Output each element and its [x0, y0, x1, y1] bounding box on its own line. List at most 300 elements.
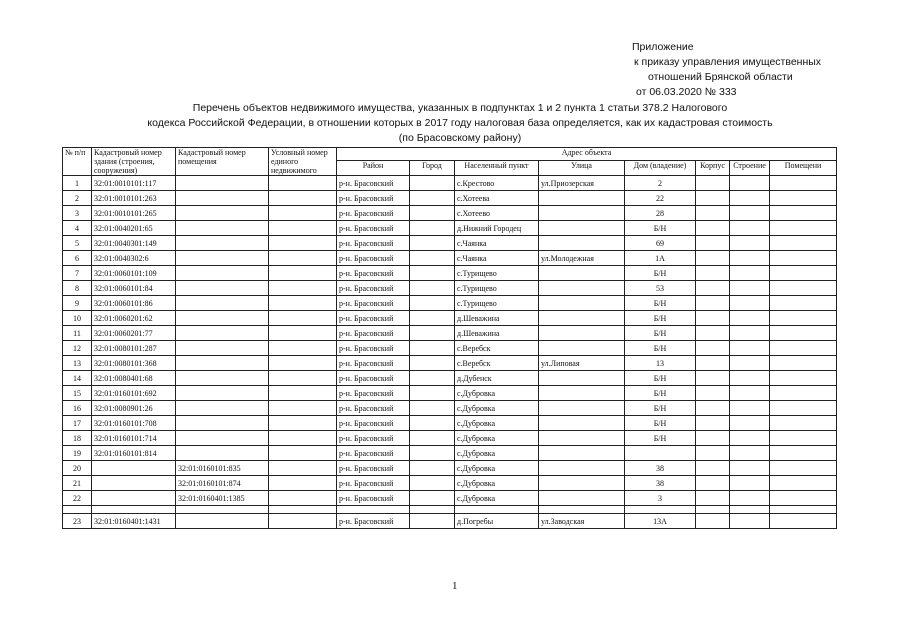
- cad-premises-cell: [176, 431, 269, 446]
- locality-cell: с.Турищево: [455, 296, 539, 311]
- table-row: [63, 514, 837, 529]
- street-cell: [539, 386, 625, 401]
- row-number-cell: 14: [63, 371, 92, 386]
- pomeshchenie-cell: [770, 326, 837, 341]
- street-cell: [539, 296, 625, 311]
- pomeshchenie-cell: [770, 341, 837, 356]
- pomeshchenie-cell: [770, 266, 837, 281]
- street-cell: [539, 461, 625, 476]
- locality-cell: д.Шеважина: [455, 311, 539, 326]
- cad-building-cell: 32:01:0060101:86: [92, 296, 176, 311]
- cad-building-cell: 32:01:0080901:26: [92, 401, 176, 416]
- locality-cell: с.Турищево: [455, 281, 539, 296]
- house-cell: Б/Н: [625, 416, 696, 431]
- cond-number-cell: [269, 341, 337, 356]
- city-cell: [410, 431, 455, 446]
- street-cell: [539, 206, 625, 221]
- locality-cell: д.Погребы: [455, 514, 539, 529]
- locality-cell: с.Крестово: [455, 176, 539, 191]
- house-cell: Б/Н: [625, 296, 696, 311]
- row-number-cell: 1: [63, 176, 92, 191]
- stroenie-cell: [730, 266, 770, 281]
- cad-building-cell: [92, 461, 176, 476]
- row-number-cell: 5: [63, 236, 92, 251]
- table-row: [63, 281, 837, 296]
- cond-number-cell: [269, 416, 337, 431]
- row-number-cell: 2: [63, 191, 92, 206]
- row-number-cell: 20: [63, 461, 92, 476]
- cond-number-cell: [269, 206, 337, 221]
- street-cell: ул.Заводская: [539, 514, 625, 529]
- row-number-cell: 12: [63, 341, 92, 356]
- korpus-cell: [696, 431, 730, 446]
- stroenie-cell: [730, 476, 770, 491]
- locality-cell: с.Веребск: [455, 341, 539, 356]
- district-cell: р-н. Брасовский: [337, 356, 410, 371]
- korpus-cell: [696, 281, 730, 296]
- street-cell: ул.Молодежная: [539, 251, 625, 266]
- cad-premises-cell: [176, 446, 269, 461]
- district-cell: р-н. Брасовский: [337, 386, 410, 401]
- row-number-cell: 11: [63, 326, 92, 341]
- pomeshchenie-cell: [770, 446, 837, 461]
- district-cell: р-н. Брасовский: [337, 281, 410, 296]
- row-number-cell: 4: [63, 221, 92, 236]
- cad-building-cell: 32:01:0010101:263: [92, 191, 176, 206]
- row-number-cell: 21: [63, 476, 92, 491]
- district-cell: р-н. Брасовский: [337, 191, 410, 206]
- pomeshchenie-cell: [770, 371, 837, 386]
- city-cell: [410, 221, 455, 236]
- cad-building-cell: 32:01:0160101:692: [92, 386, 176, 401]
- street-cell: [539, 221, 625, 236]
- house-cell: 22: [625, 191, 696, 206]
- cond-number-cell: [269, 446, 337, 461]
- district-cell: р-н. Брасовский: [337, 311, 410, 326]
- city-cell: [410, 236, 455, 251]
- table-row: [63, 446, 837, 461]
- order-authority: отношений Брянской области: [648, 71, 793, 83]
- stroenie-cell: [730, 371, 770, 386]
- street-cell: [539, 401, 625, 416]
- stroenie-cell: [730, 356, 770, 371]
- city-cell: [410, 356, 455, 371]
- street-cell: [539, 266, 625, 281]
- korpus-cell: [696, 356, 730, 371]
- district-cell: р-н. Брасовский: [337, 236, 410, 251]
- col-korpus-header: Корпус: [696, 160, 730, 175]
- street-cell: [539, 416, 625, 431]
- table-row: [63, 491, 837, 506]
- spacer-cell: [730, 506, 770, 514]
- cad-building-cell: 32:01:0060201:62: [92, 311, 176, 326]
- order-date-number: от 06.03.2020 № 333: [636, 86, 737, 98]
- cad-premises-cell: [176, 326, 269, 341]
- city-cell: [410, 191, 455, 206]
- house-cell: 38: [625, 461, 696, 476]
- table-row: [63, 221, 837, 236]
- stroenie-cell: [730, 311, 770, 326]
- city-cell: [410, 386, 455, 401]
- street-cell: ул.Приозерская: [539, 176, 625, 191]
- cad-premises-cell: [176, 266, 269, 281]
- cond-number-cell: [269, 191, 337, 206]
- cad-building-cell: [92, 476, 176, 491]
- stroenie-cell: [730, 176, 770, 191]
- cond-number-cell: [269, 356, 337, 371]
- cond-number-cell: [269, 176, 337, 191]
- stroenie-cell: [730, 431, 770, 446]
- district-cell: р-н. Брасовский: [337, 431, 410, 446]
- title-line-3: (по Брасовскому району): [398, 132, 522, 144]
- stroenie-cell: [730, 461, 770, 476]
- korpus-cell: [696, 296, 730, 311]
- page-number: 1: [452, 580, 458, 592]
- korpus-cell: [696, 176, 730, 191]
- spacer-cell: [410, 506, 455, 514]
- cad-building-cell: 32:01:0010101:117: [92, 176, 176, 191]
- house-cell: 69: [625, 236, 696, 251]
- row-number-cell: 22: [63, 491, 92, 506]
- cond-number-cell: [269, 401, 337, 416]
- cad-premises-cell: [176, 206, 269, 221]
- cad-premises-cell: 32:01:0160101:835: [176, 461, 269, 476]
- cond-number-cell: [269, 476, 337, 491]
- table-row: [63, 416, 837, 431]
- street-cell: [539, 281, 625, 296]
- district-cell: р-н. Брасовский: [337, 326, 410, 341]
- spacer-cell: [625, 506, 696, 514]
- house-cell: 53: [625, 281, 696, 296]
- pomeshchenie-cell: [770, 176, 837, 191]
- city-cell: [410, 311, 455, 326]
- korpus-cell: [696, 371, 730, 386]
- row-number-cell: 13: [63, 356, 92, 371]
- table-row: [63, 401, 837, 416]
- locality-cell: с.Хотеева: [455, 191, 539, 206]
- cad-premises-cell: [176, 341, 269, 356]
- stroenie-cell: [730, 281, 770, 296]
- house-cell: Б/Н: [625, 326, 696, 341]
- stroenie-cell: [730, 296, 770, 311]
- korpus-cell: [696, 266, 730, 281]
- street-cell: [539, 191, 625, 206]
- cond-number-cell: [269, 281, 337, 296]
- table-row: [63, 386, 837, 401]
- district-cell: р-н. Брасовский: [337, 206, 410, 221]
- korpus-cell: [696, 491, 730, 506]
- cond-number-cell: [269, 431, 337, 446]
- city-cell: [410, 281, 455, 296]
- district-cell: р-н. Брасовский: [337, 266, 410, 281]
- col-city-header: Город: [410, 160, 455, 175]
- cad-premises-cell: [176, 236, 269, 251]
- street-cell: [539, 341, 625, 356]
- house-cell: Б/Н: [625, 431, 696, 446]
- cond-number-cell: [269, 221, 337, 236]
- korpus-cell: [696, 221, 730, 236]
- cond-number-cell: [269, 266, 337, 281]
- cad-premises-cell: [176, 386, 269, 401]
- korpus-cell: [696, 191, 730, 206]
- table-row: [63, 236, 837, 251]
- pomeshchenie-cell: [770, 236, 837, 251]
- cad-building-cell: 32:01:0040302:6: [92, 251, 176, 266]
- col-cad-premises-header: Кадастровый номер помещения: [176, 148, 269, 176]
- house-cell: Б/Н: [625, 341, 696, 356]
- district-cell: р-н. Брасовский: [337, 176, 410, 191]
- locality-cell: с.Дубровка: [455, 461, 539, 476]
- row-number-cell: 17: [63, 416, 92, 431]
- table-row: [63, 191, 837, 206]
- stroenie-cell: [730, 386, 770, 401]
- spacer-cell: [63, 506, 92, 514]
- city-cell: [410, 371, 455, 386]
- spacer-cell: [92, 506, 176, 514]
- house-cell: 3: [625, 491, 696, 506]
- cond-number-cell: [269, 236, 337, 251]
- street-cell: [539, 371, 625, 386]
- pomeshchenie-cell: [770, 491, 837, 506]
- district-cell: р-н. Брасовский: [337, 491, 410, 506]
- locality-cell: с.Чаянка: [455, 236, 539, 251]
- stroenie-cell: [730, 341, 770, 356]
- korpus-cell: [696, 251, 730, 266]
- district-cell: р-н. Брасовский: [337, 401, 410, 416]
- house-cell: Б/Н: [625, 386, 696, 401]
- col-house-header: Дом (владение): [625, 160, 696, 175]
- spacer-cell: [696, 506, 730, 514]
- city-cell: [410, 266, 455, 281]
- cond-number-cell: [269, 311, 337, 326]
- cad-premises-cell: [176, 281, 269, 296]
- row-number-cell: 10: [63, 311, 92, 326]
- house-cell: Б/Н: [625, 311, 696, 326]
- pomeshchenie-cell: [770, 416, 837, 431]
- district-cell: р-н. Брасовский: [337, 476, 410, 491]
- district-cell: р-н. Брасовский: [337, 251, 410, 266]
- table-row: [63, 251, 837, 266]
- stroenie-cell: [730, 514, 770, 529]
- row-number-cell: 19: [63, 446, 92, 461]
- cond-number-cell: [269, 461, 337, 476]
- city-cell: [410, 476, 455, 491]
- korpus-cell: [696, 476, 730, 491]
- cad-building-cell: [92, 491, 176, 506]
- city-cell: [410, 176, 455, 191]
- header-row: [63, 148, 837, 161]
- pomeshchenie-cell: [770, 431, 837, 446]
- locality-cell: с.Веребск: [455, 356, 539, 371]
- stroenie-cell: [730, 191, 770, 206]
- row-number-cell: 9: [63, 296, 92, 311]
- col-district-header: Район: [337, 160, 410, 175]
- cad-premises-cell: [176, 176, 269, 191]
- cond-number-cell: [269, 251, 337, 266]
- korpus-cell: [696, 236, 730, 251]
- street-cell: ул.Липовая: [539, 356, 625, 371]
- pomeshchenie-cell: [770, 251, 837, 266]
- row-number-cell: 15: [63, 386, 92, 401]
- stroenie-cell: [730, 206, 770, 221]
- pomeshchenie-cell: [770, 311, 837, 326]
- cad-building-cell: 32:01:0010101:265: [92, 206, 176, 221]
- city-cell: [410, 461, 455, 476]
- table-row: [63, 461, 837, 476]
- pomeshchenie-cell: [770, 386, 837, 401]
- cad-building-cell: 32:01:0060201:77: [92, 326, 176, 341]
- locality-cell: с.Дубровка: [455, 476, 539, 491]
- korpus-cell: [696, 514, 730, 529]
- table-row: [63, 476, 837, 491]
- spacer-cell: [539, 506, 625, 514]
- locality-cell: с.Дубровка: [455, 416, 539, 431]
- locality-cell: с.Дубровка: [455, 401, 539, 416]
- cad-building-cell: 32:01:0160101:814: [92, 446, 176, 461]
- cond-number-cell: [269, 386, 337, 401]
- house-cell: Б/Н: [625, 371, 696, 386]
- spacer-cell: [770, 506, 837, 514]
- table-row: [63, 326, 837, 341]
- house-cell: 13А: [625, 514, 696, 529]
- cad-building-cell: 32:01:0080101:287: [92, 341, 176, 356]
- city-cell: [410, 416, 455, 431]
- col-locality-header: Населенный пункт: [455, 160, 539, 175]
- cad-premises-cell: [176, 514, 269, 529]
- city-cell: [410, 446, 455, 461]
- city-cell: [410, 401, 455, 416]
- city-cell: [410, 491, 455, 506]
- spacer-cell: [176, 506, 269, 514]
- house-cell: 2: [625, 176, 696, 191]
- row-number-cell: 16: [63, 401, 92, 416]
- cad-building-cell: 32:01:0160101:714: [92, 431, 176, 446]
- city-cell: [410, 296, 455, 311]
- house-cell: [625, 446, 696, 461]
- table-row: [63, 431, 837, 446]
- locality-cell: с.Хотеево: [455, 206, 539, 221]
- cad-building-cell: 32:01:0080101:368: [92, 356, 176, 371]
- pomeshchenie-cell: [770, 356, 837, 371]
- locality-cell: с.Дубровка: [455, 386, 539, 401]
- district-cell: р-н. Брасовский: [337, 416, 410, 431]
- cad-building-cell: 32:01:0040301:149: [92, 236, 176, 251]
- locality-cell: с.Дубровка: [455, 431, 539, 446]
- house-cell: 28: [625, 206, 696, 221]
- korpus-cell: [696, 386, 730, 401]
- district-cell: р-н. Брасовский: [337, 446, 410, 461]
- pomeshchenie-cell: [770, 476, 837, 491]
- district-cell: р-н. Брасовский: [337, 514, 410, 529]
- pomeshchenie-cell: [770, 221, 837, 236]
- col-cad-building-header: Кадастровый номер здания (строения, сооружения): [92, 148, 176, 176]
- cad-premises-cell: [176, 401, 269, 416]
- district-cell: р-н. Брасовский: [337, 221, 410, 236]
- house-cell: 38: [625, 476, 696, 491]
- spacer-cell: [455, 506, 539, 514]
- district-cell: р-н. Брасовский: [337, 371, 410, 386]
- korpus-cell: [696, 416, 730, 431]
- cad-premises-cell: [176, 191, 269, 206]
- house-cell: 13: [625, 356, 696, 371]
- locality-cell: с.Дубровка: [455, 491, 539, 506]
- stroenie-cell: [730, 446, 770, 461]
- house-cell: Б/Н: [625, 221, 696, 236]
- pomeshchenie-cell: [770, 191, 837, 206]
- cond-number-cell: [269, 371, 337, 386]
- korpus-cell: [696, 461, 730, 476]
- locality-cell: с.Дубровка: [455, 446, 539, 461]
- col-pomeshchenie-header: Помещени: [770, 160, 837, 175]
- locality-cell: с.Чаянка: [455, 251, 539, 266]
- cad-premises-cell: [176, 311, 269, 326]
- street-cell: [539, 311, 625, 326]
- district-cell: р-н. Брасовский: [337, 341, 410, 356]
- stroenie-cell: [730, 251, 770, 266]
- stroenie-cell: [730, 416, 770, 431]
- cad-premises-cell: [176, 221, 269, 236]
- cad-building-cell: 32:01:0060101:84: [92, 281, 176, 296]
- appendix-label: Приложение: [632, 41, 694, 53]
- cad-premises-cell: 32:01:0160101:874: [176, 476, 269, 491]
- row-number-cell: 3: [63, 206, 92, 221]
- appendix-header: [600, 40, 860, 100]
- row-number-cell: 7: [63, 266, 92, 281]
- cad-building-cell: 32:01:0040201:65: [92, 221, 176, 236]
- stroenie-cell: [730, 401, 770, 416]
- order-reference: к приказу управления имущественных: [634, 56, 822, 68]
- table-row: [63, 206, 837, 221]
- stroenie-cell: [730, 326, 770, 341]
- cad-premises-cell: [176, 416, 269, 431]
- city-cell: [410, 341, 455, 356]
- house-cell: Б/Н: [625, 266, 696, 281]
- street-cell: [539, 431, 625, 446]
- street-cell: [539, 476, 625, 491]
- pomeshchenie-cell: [770, 206, 837, 221]
- pomeshchenie-cell: [770, 461, 837, 476]
- title-line-1: Перечень объектов недвижимого имущества, указанных в подпунктах 1 и 2 пункта 1 статьи 378.2 Налогового: [192, 102, 728, 114]
- street-cell: [539, 491, 625, 506]
- korpus-cell: [696, 341, 730, 356]
- cad-premises-cell: 32:01:0160401:1385: [176, 491, 269, 506]
- table-row: [63, 266, 837, 281]
- city-cell: [410, 326, 455, 341]
- row-number-cell: 23: [63, 514, 92, 529]
- stroenie-cell: [730, 491, 770, 506]
- cad-premises-cell: [176, 296, 269, 311]
- korpus-cell: [696, 206, 730, 221]
- cad-premises-cell: [176, 371, 269, 386]
- table-row: [63, 311, 837, 326]
- cad-building-cell: 32:01:0060101:109: [92, 266, 176, 281]
- district-cell: р-н. Брасовский: [337, 461, 410, 476]
- pomeshchenie-cell: [770, 401, 837, 416]
- col-address-header: Адрес объекта: [337, 148, 837, 161]
- korpus-cell: [696, 446, 730, 461]
- table-row: [63, 356, 837, 371]
- district-cell: р-н. Брасовский: [337, 296, 410, 311]
- city-cell: [410, 514, 455, 529]
- pomeshchenie-cell: [770, 296, 837, 311]
- cond-number-cell: [269, 491, 337, 506]
- locality-cell: д.Дубенск: [455, 371, 539, 386]
- street-cell: [539, 236, 625, 251]
- col-street-header: Улица: [539, 160, 625, 175]
- cond-number-cell: [269, 326, 337, 341]
- locality-cell: с.Турищево: [455, 266, 539, 281]
- cad-premises-cell: [176, 251, 269, 266]
